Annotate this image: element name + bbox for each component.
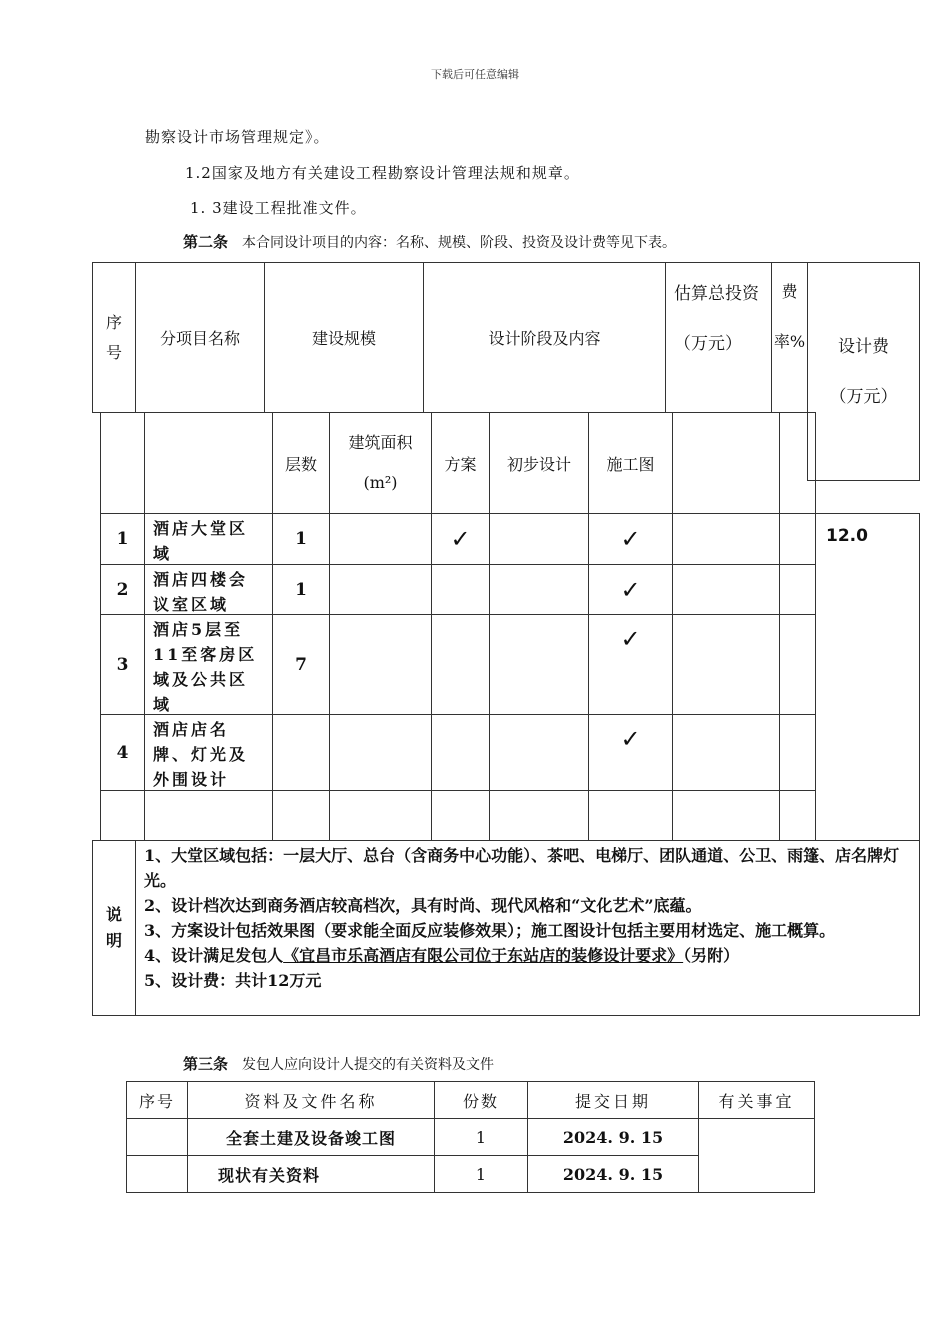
row2-name: 酒店四楼会议室区域 [144,564,273,615]
row1-seq: 1 [100,513,145,565]
header-invest: 估算总投资（万元） [665,262,772,413]
paragraph-3: 1. 3建设工程批准文件。 [190,199,367,217]
row3-seq: 3 [100,614,145,715]
note-3: 3、方案设计包括效果图（要求能全面反应装修效果）；施工图设计包括主要用材选定、施工概算。 [144,921,836,940]
row2-seq: 2 [100,564,145,615]
documents-table-header [127,1082,815,1119]
note-4-prefix: 4、设计满足发包人 [144,946,284,965]
fee-value: 12.0 [815,513,920,841]
header-area: 建筑面积(m²) [329,412,432,514]
note-4 [144,943,739,968]
header-stage: 设计阶段及内容 [423,262,666,413]
article-2-label: 第二条 [183,233,229,251]
row2-construct-check-icon: ✓ [588,564,673,615]
header-scheme: 方案 [431,412,490,514]
col-date: 提交日期 [528,1082,699,1119]
row1-scheme-check-icon: ✓ [431,513,490,565]
row4-seq: 4 [100,714,145,791]
row2-rate [779,564,816,615]
doc2-date: 2024. 9. 15 [528,1156,699,1193]
doc2-count: 1 [435,1156,528,1193]
row2-prelim [489,564,589,615]
header-prelim: 初步设计 [489,412,589,514]
row5-seq [100,790,145,841]
row3-rate [779,614,816,715]
row4-area [329,714,432,791]
row5-scheme [431,790,490,841]
doc1-name: 全套土建及设备竣工图 [188,1119,435,1156]
article-3-text: 发包人应向设计人提交的有关资料及文件 [242,1057,495,1073]
doc2-name: 现状有关资料 [188,1156,435,1193]
notes-label: 说明 [92,840,136,1016]
note-4-suffix: （另附） [683,946,740,965]
table-row [127,1119,815,1156]
col-seq: 序号 [127,1082,188,1119]
note-5: 5、设计费：共计12万元 [144,971,322,990]
col-remarks: 有关事宜 [699,1082,815,1119]
row3-name: 酒店5层至11至客房区域及公共区域 [144,614,273,715]
row4-invest [672,714,780,791]
row3-invest [672,614,780,715]
note-4-doc-title: 《宜昌市乐高酒店有限公司位于东站店的装修设计要求》 [283,946,684,965]
header-name: 分项目名称 [135,262,265,413]
row2-floors: 1 [272,564,330,615]
row1-floors: 1 [272,513,330,565]
doc2-seq [127,1156,188,1193]
row4-floors [272,714,330,791]
paragraph-2: 1.2国家及地方有关建设工程勘察设计管理法规和规章。 [185,164,580,182]
header-rate: 费率% [771,262,808,413]
doc1-count: 1 [435,1119,528,1156]
row5-rate [779,790,816,841]
note-2: 2、设计档次达到商务酒店较高档次，具有时尚、现代风格和“文化艺术”底蕴。 [144,896,702,915]
row5-name [144,790,273,841]
row1-prelim [489,513,589,565]
article-2 [183,231,676,252]
row1-construct-check-icon: ✓ [588,513,673,565]
article-3-label: 第三条 [183,1055,229,1073]
subheader-invest-empty [672,412,780,514]
col-count: 份数 [435,1082,528,1119]
header-construct: 施工图 [588,412,673,514]
row1-area [329,513,432,565]
row1-rate [779,513,816,565]
subheader-name-empty [144,412,273,514]
row3-scheme [431,614,490,715]
download-note: 下载后可任意编辑 [431,68,519,81]
row4-prelim [489,714,589,791]
subheader-rate-empty [779,412,816,514]
row2-area [329,564,432,615]
row5-construct [588,790,673,841]
row5-prelim [489,790,589,841]
row5-area [329,790,432,841]
header-seq: 序号 [92,262,136,413]
row4-scheme [431,714,490,791]
header-scale: 建设规模 [264,262,424,413]
row2-scheme [431,564,490,615]
notes-body [135,840,920,1016]
article-3 [183,1053,494,1074]
header-floors: 层数 [272,412,330,514]
header-fee: 设计费（万元） [807,262,920,481]
row3-prelim [489,614,589,715]
row1-invest [672,513,780,565]
row4-name: 酒店店名牌、灯光及外围设计 [144,714,273,791]
row4-rate [779,714,816,791]
doc1-date: 2024. 9. 15 [528,1119,699,1156]
remarks-cell [699,1119,815,1193]
row4-construct-check-icon: ✓ [588,714,673,791]
row5-invest [672,790,780,841]
row1-name: 酒店大堂区域 [144,513,273,565]
doc1-seq [127,1119,188,1156]
row3-floors: 7 [272,614,330,715]
row3-construct-check-icon: ✓ [588,614,673,715]
row3-area [329,614,432,715]
subheader-seq-empty [100,412,145,514]
row2-invest [672,564,780,615]
paragraph-1: 勘察设计市场管理规定》。 [145,128,330,146]
col-name: 资料及文件名称 [188,1082,435,1119]
documents-table [126,1081,815,1193]
article-2-text: 本合同设计项目的内容：名称、规模、阶段、投资及设计费等见下表。 [242,235,677,251]
row5-floors [272,790,330,841]
note-1: 1、大堂区域包括：一层大厅、总台（含商务中心功能）、茶吧、电梯厅、团队通道、公卫、雨篷、店名牌灯光。 [144,846,900,890]
